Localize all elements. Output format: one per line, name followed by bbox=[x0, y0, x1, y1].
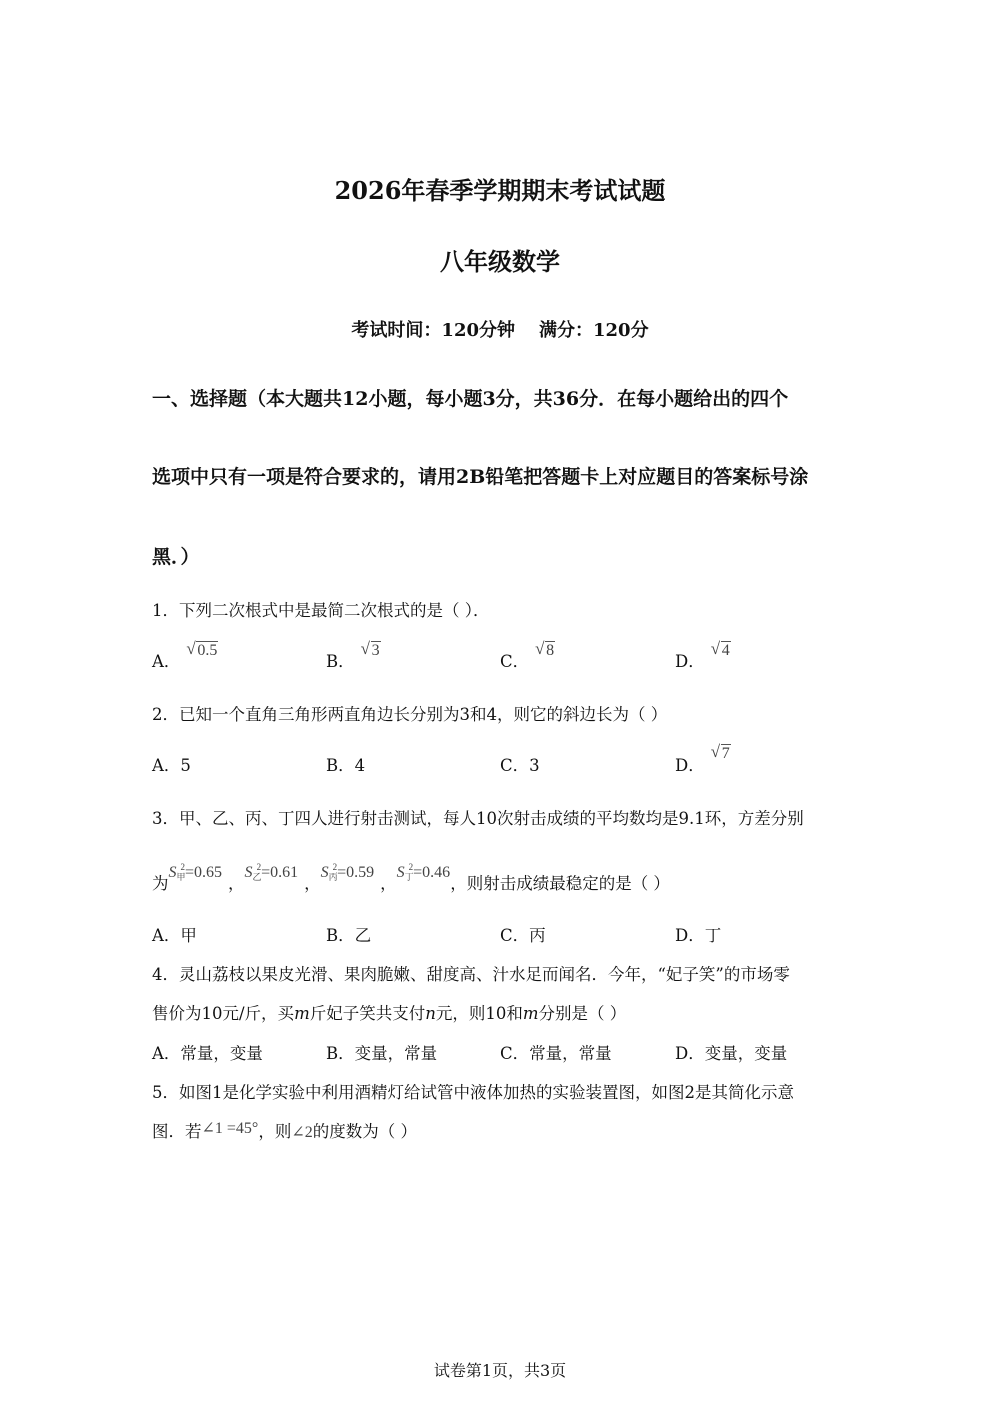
section1-line3: 黑．） bbox=[152, 546, 200, 568]
q2-option-c: C．3 bbox=[500, 756, 540, 775]
section1-line2: 选项中只有一项是符合要求的，请用2B铅笔把答题卡上对应题目的答案标号涂 bbox=[152, 466, 809, 488]
q2-stem: 2．已知一个直角三角形两直角边长分别为3和4，则它的斜边长为（ ） bbox=[152, 705, 668, 724]
q4-option-a: A．常量，变量 bbox=[152, 1044, 263, 1063]
q1-option-c bbox=[500, 639, 555, 672]
q3-option-b: B．乙 bbox=[326, 926, 372, 945]
q3-variance-yi: $S_乙^2=0.61$ bbox=[244, 862, 299, 882]
q1-option-c-label: C． bbox=[500, 652, 530, 671]
q3-comma-3: ， bbox=[380, 874, 397, 893]
q4-var-m-2: m bbox=[522, 1004, 539, 1023]
q2-option-d-radicand: 7 bbox=[721, 745, 730, 762]
q4-line2: 售价为10元/斤，买m斤妃子笑共支付n元，则10和m分别是（ ） bbox=[152, 1004, 627, 1023]
q1-option-d-radicand: 4 bbox=[721, 642, 730, 659]
q4-option-c: C．常量，常量 bbox=[500, 1044, 612, 1063]
q1-option-b-label: B． bbox=[326, 652, 355, 671]
q4-var-m: m bbox=[294, 1004, 310, 1023]
exam-title: 2026年春季学期期末考试试题 bbox=[334, 176, 666, 205]
q1-stem: 1．下列二次根式中是最简二次根式的是（ ）． bbox=[152, 601, 490, 620]
section1-line1: 一、选择题（本大题共12小题，每小题3分，共36分．在每小题给出的四个 bbox=[152, 388, 789, 410]
exam-time: 考试时间：120分钟 bbox=[351, 320, 515, 341]
page-footer: 试卷第1页，共3页 bbox=[433, 1361, 567, 1380]
subject-title: 八年级数学 bbox=[440, 247, 560, 276]
q3-variance-ding: $S_丁^2=0.46$ bbox=[396, 862, 451, 882]
q4-option-b: B．变量，常量 bbox=[326, 1044, 438, 1063]
q3-option-d: D．丁 bbox=[675, 926, 722, 945]
q4-option-d: D．变量，变量 bbox=[675, 1044, 788, 1063]
q1-option-c-sqrt: √ 8 bbox=[535, 639, 555, 659]
q1-option-d bbox=[675, 639, 731, 672]
q3-stem-line2 bbox=[152, 862, 670, 895]
q1-option-d-label: D． bbox=[675, 652, 705, 671]
q2-option-b: B．4 bbox=[326, 756, 366, 775]
q1-option-a-sqrt: √ 0.5 bbox=[186, 639, 218, 659]
exam-full-score: 满分：120分 bbox=[539, 320, 649, 341]
q1-option-a-radicand: 0.5 bbox=[197, 642, 218, 659]
q5-angle2: ∠2 bbox=[291, 1124, 313, 1141]
q5-line2: 图．若∠1 =45°，则∠2的度数为（ ） bbox=[152, 1120, 417, 1141]
q4-line1: 4．灵山荔枝以果皮光滑、果肉脆嫩、甜度高、汁水足而闻名．今年，“妃子笑”的市场零 bbox=[152, 965, 790, 984]
q3-comma-2: ， bbox=[304, 874, 321, 893]
q3-prefix: 为 bbox=[152, 874, 169, 893]
q1-option-b-radicand: 3 bbox=[371, 642, 380, 659]
q2-option-d-sqrt: √ 7 bbox=[710, 742, 730, 762]
q2-option-d bbox=[675, 742, 731, 776]
q3-option-c: C．丙 bbox=[500, 926, 546, 945]
q1-option-c-radicand: 8 bbox=[546, 642, 555, 659]
q2-option-d-label: D． bbox=[675, 756, 705, 775]
q3-variance-jia: $S_甲^2=0.65$ bbox=[168, 862, 223, 882]
q3-comma-1: ， bbox=[228, 874, 245, 893]
q5-angle1: ∠1 =45° bbox=[201, 1120, 259, 1137]
q1-option-b-sqrt: √ 3 bbox=[360, 639, 380, 659]
q3-variance-bing: $S_丙^2=0.59$ bbox=[320, 862, 375, 882]
q3-option-a: A．甲 bbox=[152, 926, 197, 945]
q1-option-d-sqrt: √ 4 bbox=[710, 639, 730, 659]
q1-option-a-label: A． bbox=[152, 652, 181, 671]
q3-suffix: ，则射击成绩最稳定的是（ ） bbox=[450, 874, 670, 893]
q5-line1: 5．如图1是化学实验中利用酒精灯给试管中液体加热的实验装置图，如图2是其简化示意 bbox=[152, 1083, 794, 1102]
q1-option-b bbox=[326, 639, 381, 672]
q3-stem-line1: 3．甲、乙、丙、丁四人进行射击测试，每人10次射击成绩的平均数均是9.1环，方差分别 bbox=[152, 809, 804, 828]
q1-option-a bbox=[152, 639, 218, 672]
q2-option-a: A．5 bbox=[152, 756, 191, 775]
exam-info bbox=[0, 316, 1000, 342]
q4-var-n: n bbox=[425, 1004, 436, 1023]
